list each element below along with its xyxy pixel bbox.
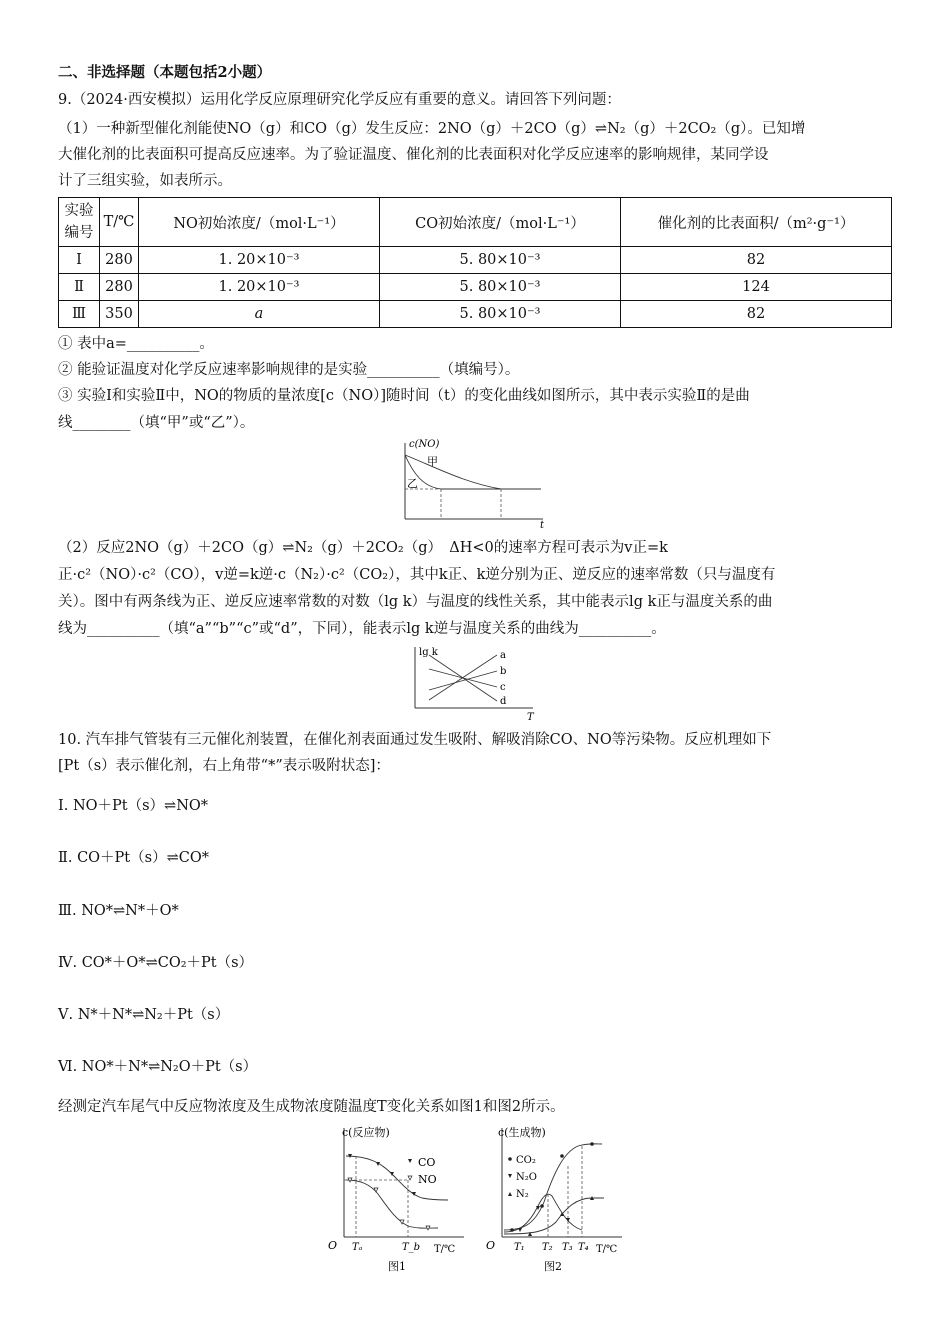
y-label: c(NO) (409, 439, 440, 450)
legend-co-marker (408, 1159, 412, 1163)
legend-n2-marker (508, 1192, 512, 1196)
q9-p2-line3: 关）。图中有两条线为正、逆反应速率常数的对数（lg k）与温度的线性关系，其中能表示lg k正与温度关系的曲 (58, 594, 773, 610)
origin-label: O (486, 1239, 496, 1252)
cno-time-figure (395, 435, 550, 530)
cell-id: Ⅰ (59, 247, 100, 274)
mechanism-4: Ⅳ. CO*＋O*⇌CO₂＋Pt（s） (58, 955, 254, 971)
xtick-t1: T₁ (514, 1242, 525, 1253)
curve-jia (405, 455, 501, 489)
q9-p2-line1: （2）反应2NO（g）＋2CO（g）⇌N₂（g）＋2CO₂（g） ΔH<0的速率方程可表示为v正=k (58, 540, 668, 556)
co2-marker (590, 1142, 594, 1146)
xtick-ta: Tₐ (352, 1242, 363, 1253)
table-row (59, 247, 892, 274)
cell-co: 5. 80×10⁻³ (380, 247, 621, 274)
cell-id: Ⅲ (59, 301, 100, 328)
q9-p1-line1: （1）一种新型催化剂能使NO（g）和CO（g）发生反应：2NO（g）＋2CO（g）⇌N₂（g）＋2CO₂（g）。已知增 (58, 121, 806, 137)
mechanism-6: Ⅵ. NO*＋N*⇌N₂O＋Pt（s） (58, 1059, 258, 1075)
cell-temp: 280 (100, 247, 139, 274)
q9-p1-line2: 大催化剂的比表面积可提高反应速率。为了验证温度、催化剂的比表面积对化学反应速率的影响规律，某同学设 (58, 147, 769, 163)
q9-sub2: ② 能验证温度对化学反应速率影响规律的是实验__________（填编号）。 (58, 362, 520, 378)
q9-sub1: ① 表中a=__________。 (58, 336, 214, 352)
legend-n2o: N₂O (516, 1172, 537, 1183)
q9-p2-line2: 正·c²（NO）·c²（CO），v逆=k逆·c（N₂）·c²（CO₂），其中k正、k逆分别为正、逆反应的速率常数（只与温度有 (58, 567, 776, 583)
cell-no: 1. 20×10⁻³ (139, 274, 380, 301)
mechanism-1: Ⅰ. NO＋Pt（s）⇌NO* (58, 798, 209, 814)
y-label: c(生成物) (498, 1126, 546, 1139)
legend-co: CO (418, 1156, 436, 1169)
header-catalyst-area: 催化剂的比表面积/（m²·g⁻¹） (621, 198, 892, 247)
label-d: d (500, 696, 507, 707)
q9-sub3-line2: 线________（填“甲”或“乙”）。 (58, 415, 255, 431)
mechanism-2: Ⅱ. CO＋Pt（s）⇌CO* (58, 850, 209, 866)
x-label: T/℃ (596, 1244, 618, 1255)
x-label: T/℃ (434, 1244, 456, 1255)
line-b (429, 671, 497, 690)
label-b: b (500, 666, 507, 677)
mechanism-3: Ⅲ. NO*⇌N*＋O* (58, 903, 179, 919)
q9-sub3-line1: ③ 实验Ⅰ和实验Ⅱ中，NO的物质的量浓度[c（NO）]随时间（t）的变化曲线如图所示，其中表示实验Ⅱ的是曲 (58, 388, 750, 404)
label-a: a (500, 650, 506, 661)
label-c: c (500, 682, 506, 693)
table-row (59, 301, 892, 328)
origin-label: O (328, 1239, 338, 1252)
lgk-temperature-figure (405, 643, 540, 723)
legend-co2-marker (508, 1157, 512, 1161)
cell-co: 5. 80×10⁻³ (380, 274, 621, 301)
y-label: lg k (419, 647, 438, 658)
y-label: c(反应物) (342, 1126, 390, 1139)
header-exp-id-line2: 编号 (64, 225, 94, 241)
cell-area: 124 (621, 274, 892, 301)
experiment-table (58, 197, 892, 328)
label-jia: 甲 (427, 455, 438, 468)
q10-stem-line1: 10. 汽车排气管装有三元催化剂装置，在催化剂表面通过发生吸附、解吸消除CO、NO等污染物。反应机理如下 (58, 732, 772, 748)
header-temp: T/℃ (100, 198, 139, 247)
header-no-conc: NO初始浓度/（mol·L⁻¹） (139, 198, 380, 247)
legend-no: NO (418, 1173, 437, 1186)
cell-no: a (139, 301, 380, 328)
q9-p2-line4: 线为__________（填“a”“b”“c”或“d”，下同），能表示lg k逆与温度关系的曲线为__________。 (58, 621, 666, 637)
legend-n2: N₂ (516, 1189, 529, 1200)
graph1-reactants (322, 1122, 472, 1274)
legend-n2o-marker (508, 1174, 512, 1178)
xtick-t3: T₃ (562, 1242, 573, 1253)
cell-id: Ⅱ (59, 274, 100, 301)
table-header-row (59, 198, 892, 247)
cell-no: 1. 20×10⁻³ (139, 247, 380, 274)
legend-co2: CO₂ (516, 1155, 536, 1166)
header-exp-id-line1: 实验 (64, 203, 94, 219)
caption-fig2: 图2 (544, 1260, 562, 1273)
label-yi: 乙 (407, 477, 418, 490)
xtick-t2: T₂ (542, 1242, 553, 1253)
header-co-conc: CO初始浓度/（mol·L⁻¹） (380, 198, 621, 247)
co2-marker (560, 1154, 564, 1158)
cell-co: 5. 80×10⁻³ (380, 301, 621, 328)
header-exp-id (59, 198, 100, 247)
x-label: t (540, 520, 545, 530)
cell-area: 82 (621, 247, 892, 274)
section-title: 二、非选择题（本题包括2小题） (58, 64, 272, 81)
mechanism-5: Ⅴ. N*＋N*⇌N₂＋Pt（s） (58, 1007, 230, 1023)
n2o-marker (518, 1228, 522, 1232)
cell-area: 82 (621, 301, 892, 328)
co2-marker (510, 1228, 514, 1232)
q10-conclusion: 经测定汽车尾气中反应物浓度及生成物浓度随温度T变化关系如图1和图2所示。 (58, 1099, 565, 1115)
xtick-t4: T₄ (578, 1242, 589, 1253)
no-curve (346, 1180, 438, 1228)
co2-marker (540, 1204, 544, 1208)
legend-no-marker (408, 1176, 412, 1180)
table-row (59, 274, 892, 301)
graph2-products (482, 1122, 632, 1274)
x-label: T (527, 712, 534, 723)
xtick-tb: T_b (402, 1242, 421, 1253)
cell-temp: 280 (100, 274, 139, 301)
cell-temp: 350 (100, 301, 139, 328)
q10-stem-line2: [Pt（s）表示催化剂，右上角带“*”表示吸附状态]： (58, 758, 390, 774)
n2o-marker (566, 1218, 570, 1222)
caption-fig1: 图1 (388, 1260, 406, 1273)
q9-stem: 9.（2024·西安模拟）运用化学反应原理研究化学反应有重要的意义。请回答下列问题： (58, 92, 621, 108)
q9-p1-line3: 计了三组实验，如表所示。 (58, 173, 232, 189)
